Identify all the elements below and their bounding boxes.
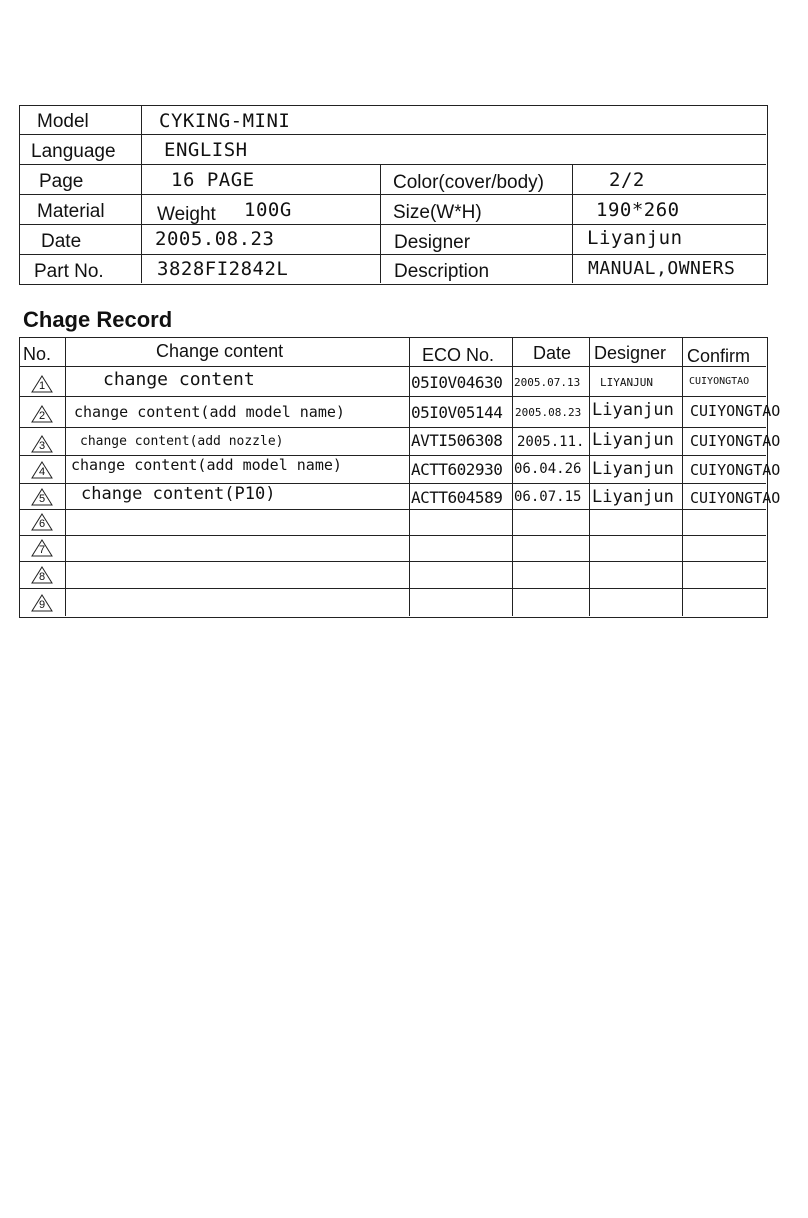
record-divider xyxy=(20,396,766,397)
row-change-content: change content(add model name) xyxy=(71,456,342,474)
part-value: 3828FI2842L xyxy=(157,258,289,280)
date-label: Date xyxy=(41,231,82,252)
revision-number: 7 xyxy=(38,544,46,556)
record-divider xyxy=(20,427,766,428)
row-confirm: CUIYONGTAO xyxy=(690,489,781,507)
model-value: CYKING-MINI xyxy=(159,110,291,132)
row-change-content: change content(P10) xyxy=(81,484,276,504)
header-no: No. xyxy=(23,344,52,364)
row-designer: Liyanjun xyxy=(592,430,674,450)
row-confirm: CUIYONGTAO xyxy=(690,432,781,450)
weight-label: Weight xyxy=(157,204,216,225)
revision-triangle-icon xyxy=(31,513,53,531)
spec-divider xyxy=(20,194,766,195)
weight-value: 100G xyxy=(244,199,292,221)
row-date: 2005.08.23 xyxy=(515,406,582,419)
description-value: MANUAL,OWNERS xyxy=(588,258,736,279)
spec-divider xyxy=(380,164,381,283)
row-eco-no: ACTT602930 xyxy=(411,460,503,479)
header-eco-no: ECO No. xyxy=(422,345,495,365)
row-change-content: change content(add model name) xyxy=(74,403,345,421)
record-divider xyxy=(409,338,410,616)
record-divider xyxy=(20,561,766,562)
revision-number: 1 xyxy=(38,380,46,392)
row-designer: Liyanjun xyxy=(592,487,674,507)
header-date: Date xyxy=(533,343,572,363)
spec-divider xyxy=(20,224,766,225)
row-designer: LIYANJUN xyxy=(600,376,653,389)
revision-number: 6 xyxy=(38,518,46,530)
revision-triangle-icon xyxy=(31,594,53,612)
revision-number: 5 xyxy=(38,493,46,505)
revision-number: 9 xyxy=(38,599,46,611)
header-confirm: Confirm xyxy=(687,346,751,366)
row-date: 06.04.26 xyxy=(514,461,582,477)
row-change-content: change content(add nozzle) xyxy=(80,434,284,449)
page-label: Page xyxy=(39,171,84,192)
row-date: 2005.07.13 xyxy=(514,376,581,389)
row-eco-no: 05I0V04630 xyxy=(411,373,503,392)
row-designer: Liyanjun xyxy=(592,459,674,479)
spec-divider xyxy=(20,254,766,255)
record-divider xyxy=(65,338,66,616)
spec-divider xyxy=(20,134,766,135)
revision-number: 2 xyxy=(38,410,46,422)
row-date: 2005.11. xyxy=(517,434,585,450)
revision-triangle-icon xyxy=(31,488,53,506)
revision-number: 8 xyxy=(38,571,46,583)
row-date: 06.07.15 xyxy=(514,489,582,505)
language-label: Language xyxy=(31,141,116,162)
spec-divider xyxy=(20,164,766,165)
revision-triangle-icon xyxy=(31,461,53,479)
model-label: Model xyxy=(37,111,89,132)
row-confirm: CUIYONGTAO xyxy=(690,461,781,479)
date-value: 2005.08.23 xyxy=(155,228,275,250)
revision-number: 4 xyxy=(38,466,46,478)
row-eco-no: ACTT604589 xyxy=(411,488,503,507)
designer-label: Designer xyxy=(394,232,471,253)
part-label: Part No. xyxy=(34,261,104,282)
change-record-table xyxy=(19,337,781,618)
section-title: Chage Record xyxy=(23,307,173,332)
size-label: Size(W*H) xyxy=(393,202,482,223)
spec-divider xyxy=(572,164,573,283)
record-divider xyxy=(20,366,766,367)
revision-triangle-icon xyxy=(31,566,53,584)
language-value: ENGLISH xyxy=(164,139,248,161)
description-label: Description xyxy=(394,261,490,282)
designer-value: Liyanjun xyxy=(587,227,683,249)
spec-divider xyxy=(141,106,142,283)
record-divider xyxy=(20,509,766,510)
header-change-content: Change content xyxy=(156,341,284,361)
revision-triangle-icon xyxy=(31,435,53,453)
row-designer: Liyanjun xyxy=(592,400,674,420)
record-divider xyxy=(20,535,766,536)
record-divider xyxy=(682,338,683,616)
material-label: Material xyxy=(37,201,105,222)
revision-triangle-icon xyxy=(31,539,53,557)
revision-triangle-icon xyxy=(31,375,53,393)
record-divider xyxy=(20,588,766,589)
color-label: Color(cover/body) xyxy=(393,172,544,193)
record-divider xyxy=(512,338,513,616)
row-confirm: CUIYONGTAO xyxy=(689,376,750,387)
header-designer: Designer xyxy=(594,343,667,363)
color-value: 2/2 xyxy=(609,169,645,191)
record-divider xyxy=(589,338,590,616)
page-value: 16 PAGE xyxy=(171,169,255,191)
row-eco-no: AVTI506308 xyxy=(411,431,503,450)
row-eco-no: 05I0V05144 xyxy=(411,403,503,422)
spec-table xyxy=(19,105,768,285)
row-confirm: CUIYONGTAO xyxy=(690,402,781,420)
size-value: 190*260 xyxy=(596,199,680,221)
revision-triangle-icon xyxy=(31,405,53,423)
revision-number: 3 xyxy=(38,440,46,452)
row-change-content: change content xyxy=(103,369,255,390)
